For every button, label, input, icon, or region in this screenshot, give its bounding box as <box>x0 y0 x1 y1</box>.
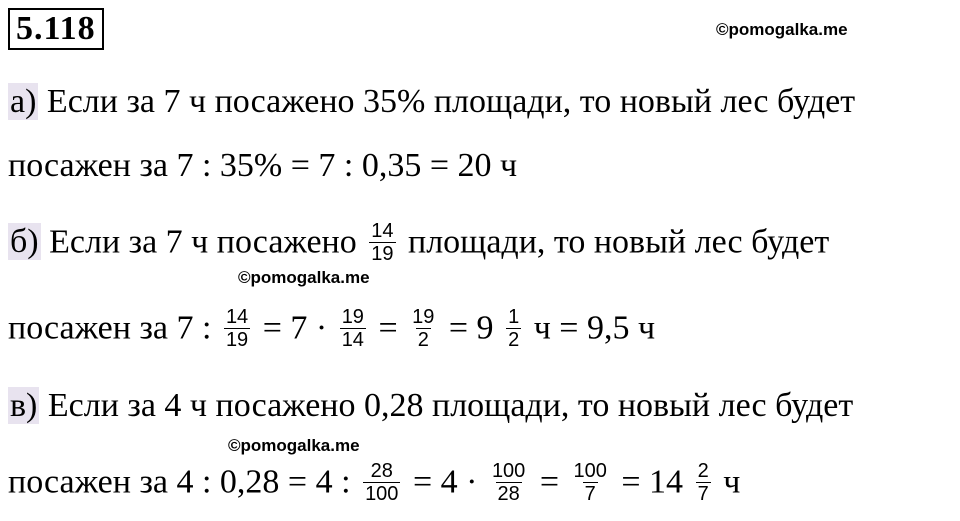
fraction: $\frac{1}{2}$ <box>508 306 520 351</box>
part-a-line-1 <box>8 82 855 122</box>
part-b-label: б) <box>10 223 39 261</box>
part-b-text-2: площади, то новый лес будет <box>399 223 830 261</box>
watermark-middle: ©pomogalka.me <box>238 268 370 287</box>
fraction: $\frac{100}{7}$ <box>573 460 607 505</box>
part-b-text-1: Если за 7 ч посажено <box>40 223 366 261</box>
part-b-line-1 <box>8 222 829 267</box>
part-c-text-1: Если за 4 ч посажено 0,28 площади, то новый лес будет <box>39 387 854 424</box>
part-c-line-1 <box>8 386 853 426</box>
part-a-label: а) <box>10 83 37 120</box>
fraction: $\frac{19}{14}$ <box>341 306 364 351</box>
part-c-label: в) <box>10 387 38 424</box>
fraction: $\frac{2}{7}$ <box>697 460 709 505</box>
watermark-top: ©pomogalka.me <box>716 20 848 39</box>
fraction: $\frac{19}{2}$ <box>412 306 435 351</box>
fraction: $\frac{14}{19}$ <box>371 220 394 265</box>
part-b-line-2: посажен за 7 : $\frac{14}{19}$ = 7 · $\frac{19}{14}$ = $\frac{19}{2}$ = 9 $\frac{1}{2}$ ч = 9,5 ч <box>8 306 656 351</box>
problem-number: 5.118 <box>8 8 104 50</box>
fraction: $\frac{28}{100}$ <box>365 460 399 505</box>
watermark-bottom: ©pomogalka.me <box>228 436 360 455</box>
fraction: $\frac{100}{28}$ <box>491 460 526 505</box>
part-a-line-2: посажен за 7 : 35% = 7 : 0,35 = 20 ч <box>8 147 518 184</box>
part-c-line-2: посажен за 4 : 0,28 = 4 : $\frac{28}{100}$ = 4 · $\frac{100}{28}$ = $\frac{100}{7}$ = 14 $\frac{2}{7}$ ч <box>8 460 741 505</box>
fraction: $\frac{14}{19}$ <box>225 306 249 351</box>
part-a-text-1: Если за 7 ч посажено 35% площади, то новый лес будет <box>38 83 856 120</box>
